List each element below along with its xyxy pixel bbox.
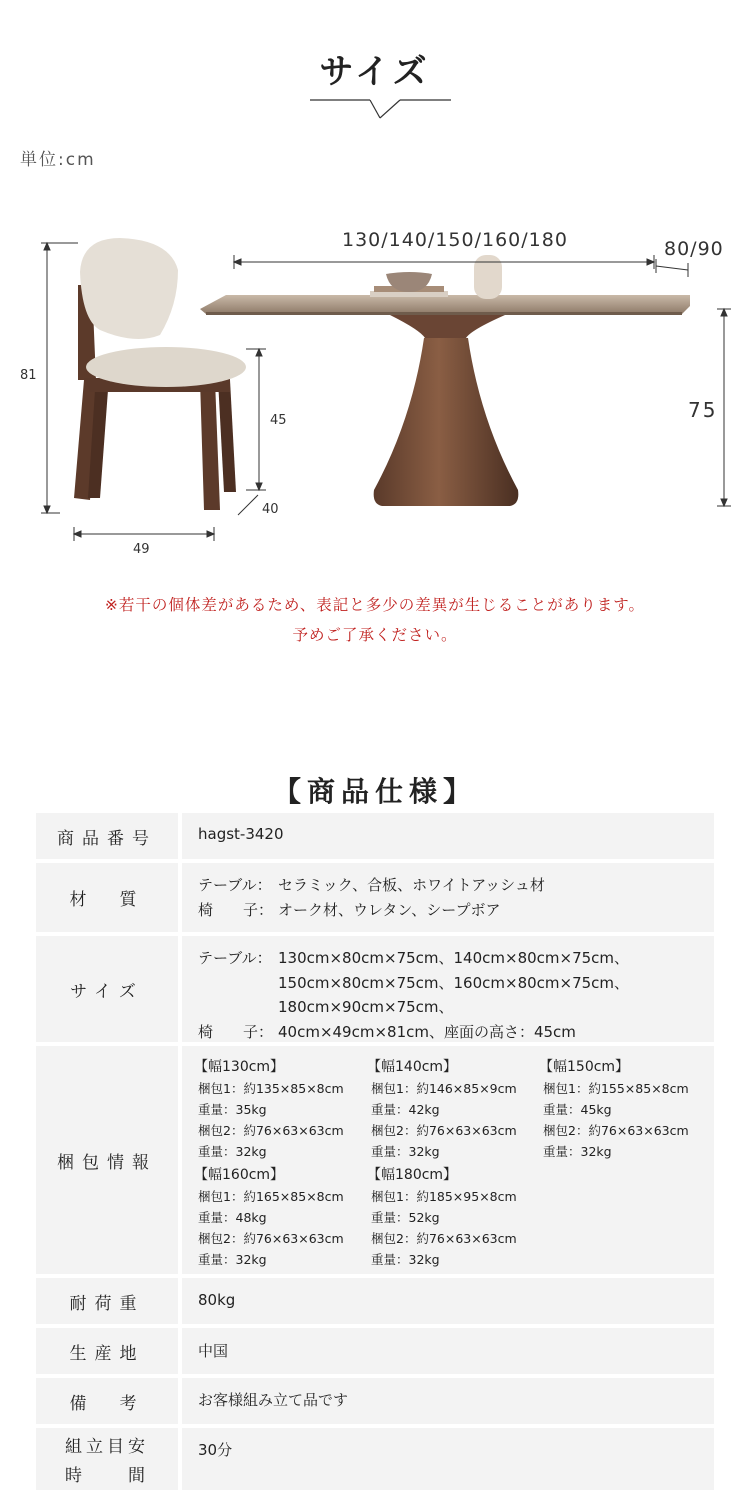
packing-box-2: 梱包2：約76×63×63cm <box>371 1123 517 1138</box>
seat-height-label: 45 <box>270 413 287 428</box>
packing-box-1: 梱包1：約146×85×9cm <box>371 1081 517 1096</box>
packing-weight-2: 重量：32kg <box>198 1252 267 1267</box>
spec-value-cell <box>182 1328 714 1374</box>
spec-value-cell <box>182 1378 714 1424</box>
table-depth-label: 80/90 <box>664 238 724 260</box>
spec-label: 商品番号 <box>36 813 178 859</box>
size-table-key: テーブル： <box>198 949 272 967</box>
dimension-figure <box>0 0 750 580</box>
material-chair-value: オーク材、ウレタン、シープボア <box>278 901 501 919</box>
packing-heading: 【幅160cm】 <box>194 1167 285 1183</box>
spec-label: 生産地 <box>36 1328 178 1374</box>
chair-width-dimension-line <box>74 527 214 541</box>
packing-weight-2: 重量：32kg <box>371 1252 440 1267</box>
seat-height-dimension-line <box>246 349 266 490</box>
remarks-value: お客様組み立て品です <box>198 1391 349 1409</box>
size-table-line-3: 180cm×90cm×75cm、 <box>278 998 454 1016</box>
assembly-time-value: 30分 <box>198 1441 233 1459</box>
packing-box-2: 梱包2：約76×63×63cm <box>371 1231 517 1246</box>
table-height-dimension-line <box>717 309 731 506</box>
spec-label: 耐荷重 <box>36 1278 178 1324</box>
spec-value-cell <box>182 1428 714 1490</box>
packing-weight-1: 重量：42kg <box>371 1102 440 1117</box>
packing-weight-2: 重量：32kg <box>371 1144 440 1159</box>
spec-row-size <box>36 936 714 1042</box>
spec-row-origin <box>36 1328 714 1374</box>
table-width-dimension-line <box>234 255 654 269</box>
packing-box-1: 梱包1：約155×85×8cm <box>543 1081 689 1096</box>
spec-value-cell <box>182 936 714 1042</box>
spec-value-cell <box>182 863 714 932</box>
size-chair-key: 椅 子： <box>198 1023 274 1041</box>
packing-weight-2: 重量：32kg <box>198 1144 267 1159</box>
disclaimer-line-2: 予めご了承ください。 <box>292 626 458 644</box>
packing-box-1: 梱包1：約135×85×8cm <box>198 1081 344 1096</box>
origin-value: 中国 <box>198 1342 229 1360</box>
packing-weight-2: 重量：32kg <box>543 1144 612 1159</box>
table-pedestal <box>374 315 519 506</box>
page-title: サイズ <box>319 52 431 92</box>
spec-label: 梱包情報 <box>36 1046 178 1274</box>
load-capacity-value: 80kg <box>198 1291 236 1309</box>
table-width-label: 130/140/150/160/180 <box>342 229 568 251</box>
packing-box-2: 梱包2：約76×63×63cm <box>543 1123 689 1138</box>
packing-weight-1: 重量：35kg <box>198 1102 267 1117</box>
packing-heading: 【幅150cm】 <box>539 1059 630 1075</box>
spec-label-line-1: 組立目安 <box>65 1437 149 1457</box>
chair-depth-dimension-line <box>238 495 258 515</box>
table-top <box>200 295 690 315</box>
table-depth-dimension-line <box>656 259 688 277</box>
packing-box-1: 梱包1：約185×95×8cm <box>371 1189 517 1204</box>
packing-heading: 【幅180cm】 <box>367 1167 458 1183</box>
disclaimer-note <box>0 590 750 650</box>
chair <box>74 238 246 510</box>
spec-row-product-number <box>36 813 714 859</box>
packing-weight-1: 重量：48kg <box>198 1210 267 1225</box>
spec-label: 備 考 <box>36 1378 178 1424</box>
unit-label: 単位:cm <box>20 150 96 170</box>
material-table-value: セラミック、合板、ホワイトアッシュ材 <box>278 876 545 894</box>
packing-heading: 【幅140cm】 <box>367 1059 458 1075</box>
spec-row-remarks <box>36 1378 714 1424</box>
packing-heading: 【幅130cm】 <box>194 1059 285 1075</box>
size-chair-value: 40cm×49cm×81cm、座面の高さ：45cm <box>278 1023 576 1041</box>
spec-label: サイズ <box>36 936 178 1042</box>
spec-row-assembly-time <box>36 1428 714 1490</box>
spec-label: 材 質 <box>36 863 178 932</box>
spec-heading: 【商品仕様】 <box>272 775 477 808</box>
spec-row-material <box>36 863 714 932</box>
spec-row-packing <box>36 1046 714 1274</box>
spec-label <box>36 1428 178 1490</box>
packing-weight-1: 重量：52kg <box>371 1210 440 1225</box>
spec-value-cell <box>182 1046 714 1274</box>
packing-box-2: 梱包2：約76×63×63cm <box>198 1123 344 1138</box>
spec-value-cell <box>182 813 714 859</box>
spec-row-load-capacity <box>36 1278 714 1324</box>
chair-depth-label: 40 <box>262 502 279 517</box>
size-table-line-2: 150cm×80cm×75cm、160cm×80cm×75cm、 <box>278 974 630 992</box>
packing-box-2: 梱包2：約76×63×63cm <box>198 1231 344 1246</box>
chair-width-label: 49 <box>133 542 150 557</box>
material-table-key: テーブル： <box>198 876 272 894</box>
packing-box-1: 梱包1：約165×85×8cm <box>198 1189 344 1204</box>
chair-height-dimension-line <box>41 243 78 513</box>
product-number-value: hagst-3420 <box>198 825 284 843</box>
chair-height-label: 81 <box>20 368 37 383</box>
size-table-line-1: 130cm×80cm×75cm、140cm×80cm×75cm、 <box>278 949 630 967</box>
material-chair-key: 椅 子： <box>198 901 274 919</box>
table-height-label: 75 <box>688 398 718 422</box>
spec-label-line-2: 時 間 <box>65 1466 149 1486</box>
packing-weight-1: 重量：45kg <box>543 1102 612 1117</box>
disclaimer-line-1: ※若干の個体差があるため、表記と多少の差異が生じることがあります。 <box>104 596 646 614</box>
spec-value-cell <box>182 1278 714 1324</box>
